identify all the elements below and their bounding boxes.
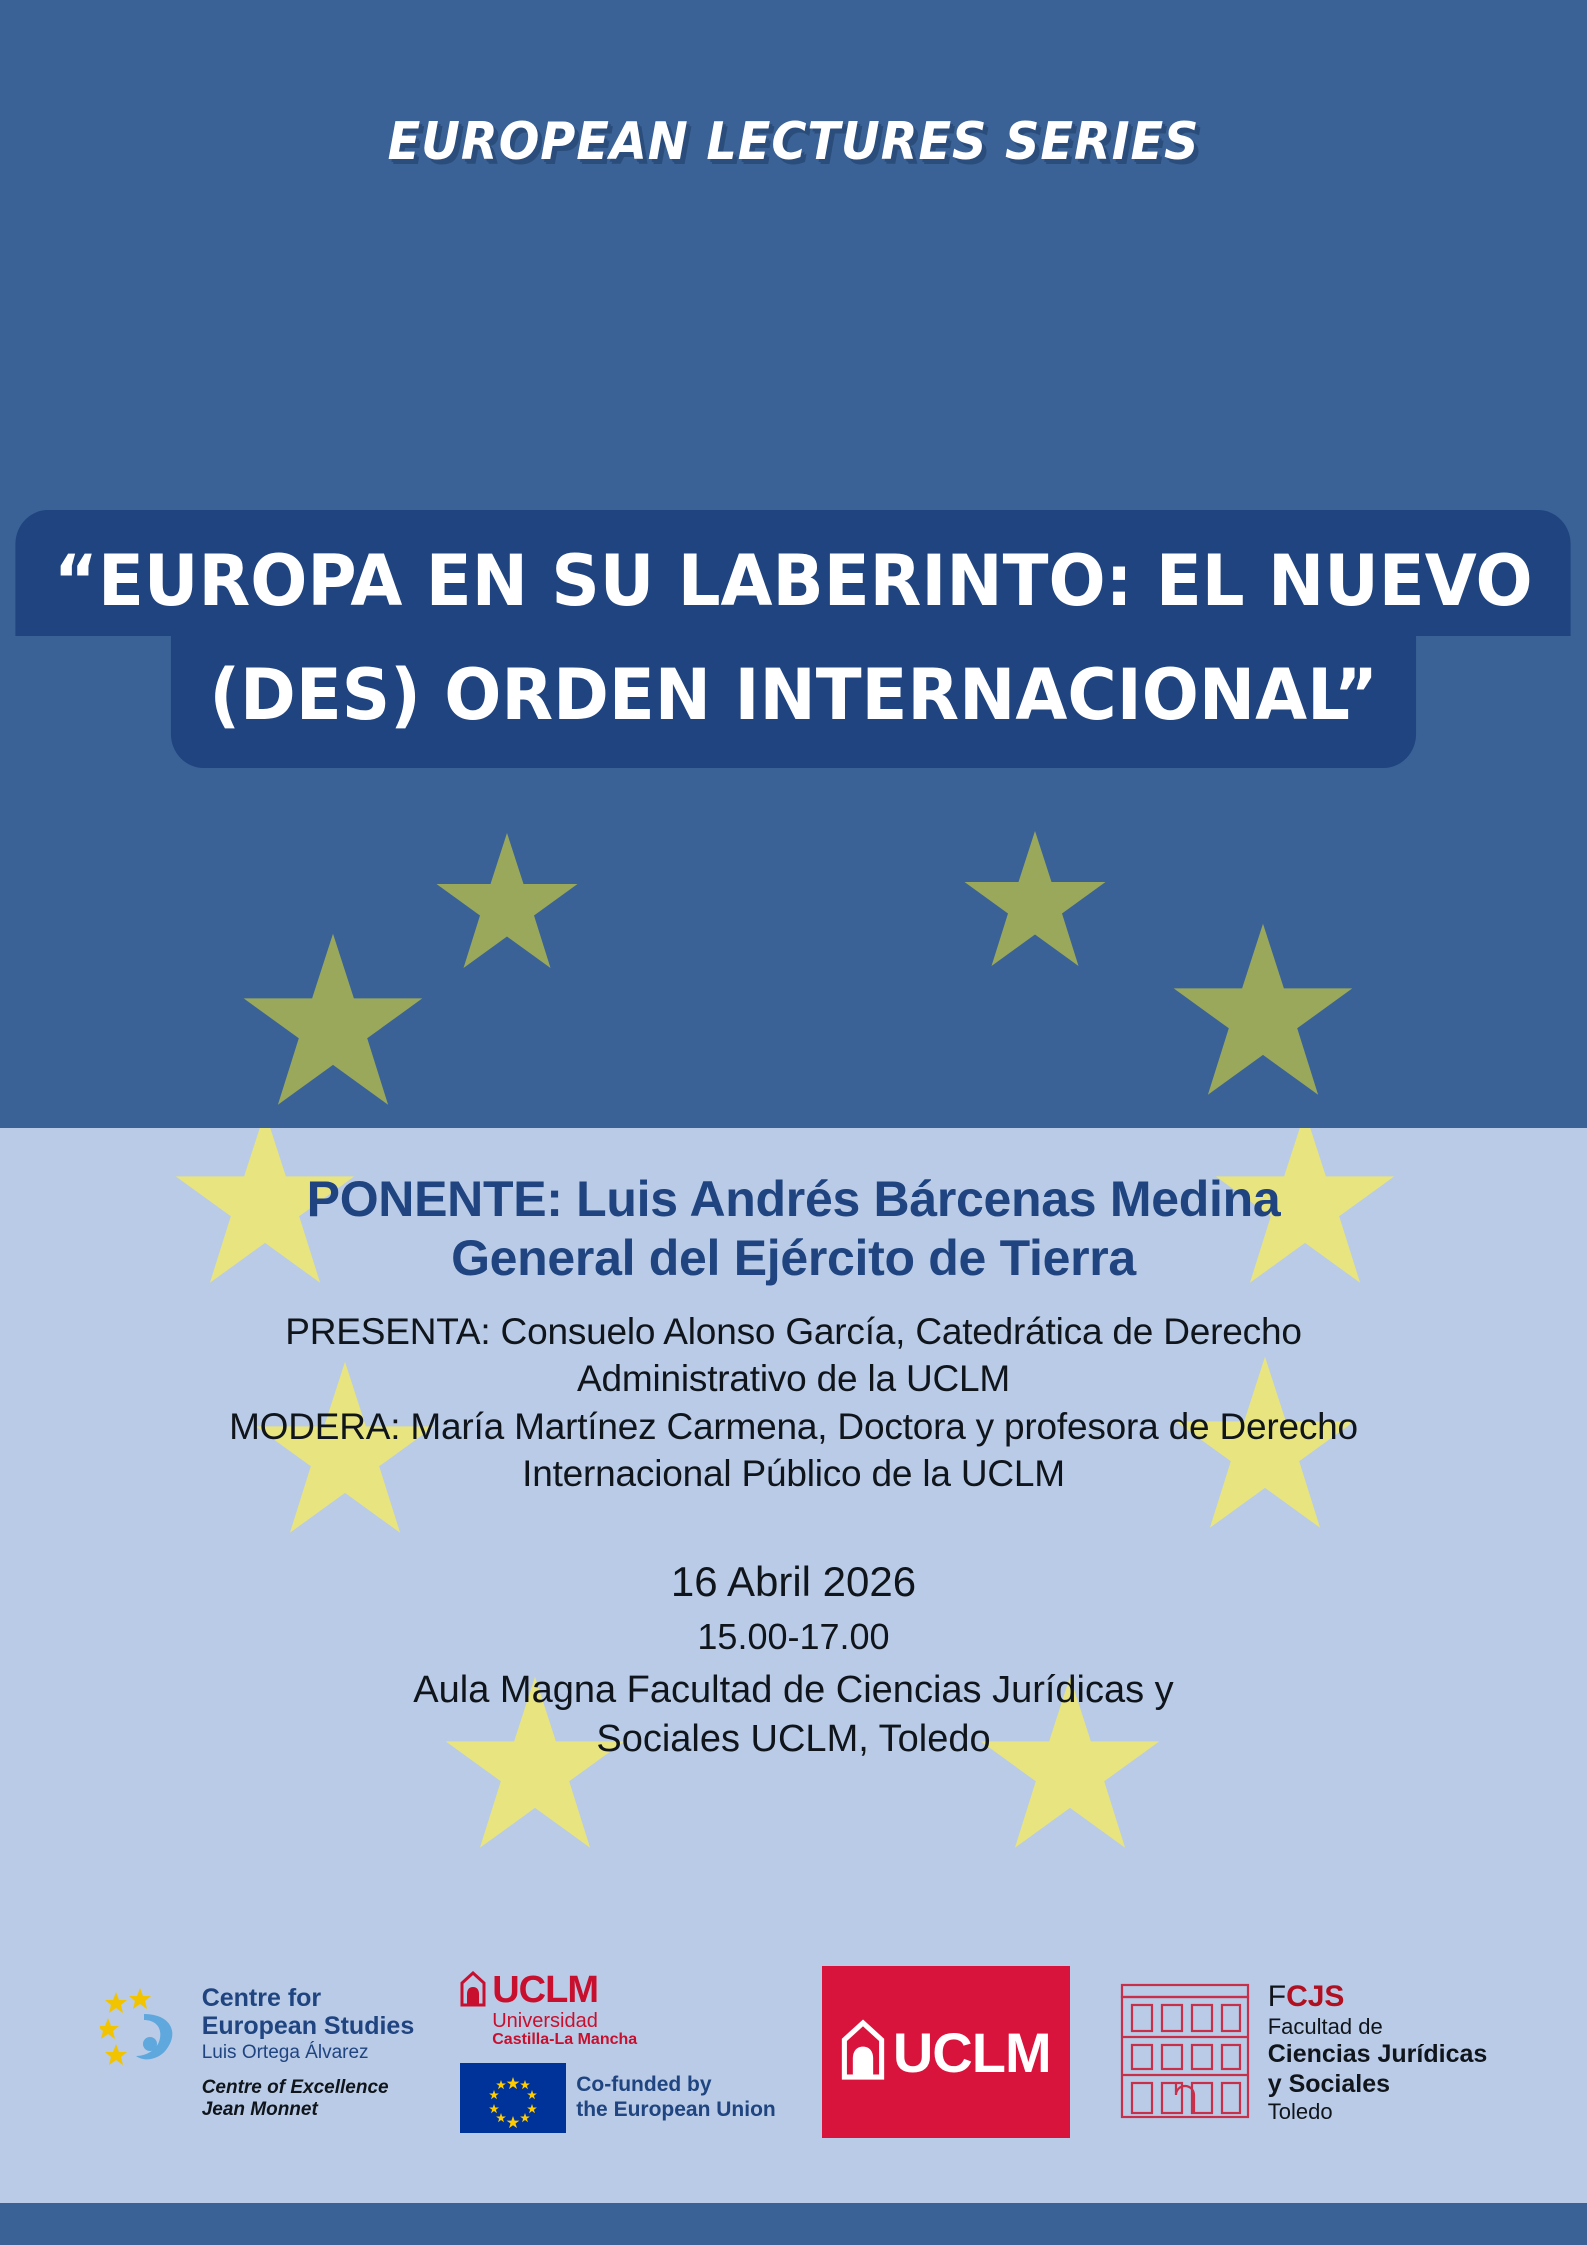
logo-uclm-eu-group bbox=[460, 1971, 776, 2133]
uclm-arch-icon bbox=[460, 1971, 486, 2012]
series-title: EUROPEAN LECTURES SERIES bbox=[387, 112, 1200, 172]
eu-star-icon bbox=[432, 830, 582, 980]
lecture-title-line-1: “EUROPA EN SU LABERINTO: EL NUEVO bbox=[16, 510, 1572, 636]
fcjs-line-3: Ciencias Jurídicas bbox=[1267, 2040, 1488, 2069]
moderator-line-1: MODERA: María Martínez Carmena, Doctora y profesora de Derecho bbox=[229, 1405, 1358, 1447]
uclm-small-sub1: Universidad bbox=[492, 2010, 598, 2033]
lecture-title-line-2: (DES) ORDEN INTERNACIONAL” bbox=[171, 636, 1416, 768]
event-venue-line-1: Aula Magna Facultad de Ciencias Jurídicas y bbox=[413, 1669, 1174, 1712]
presenter-line-1: PRESENTA: Consuelo Alonso García, Catedrática de Derecho bbox=[285, 1311, 1302, 1352]
uclm-small-word: UCLM bbox=[492, 1969, 598, 2012]
ces-line-4: Centre of Excellence bbox=[201, 2076, 389, 2098]
bottom-bar bbox=[0, 2203, 1587, 2245]
eu-cofunded-line-2: the European Union bbox=[576, 2097, 776, 2121]
logo-fcjs bbox=[1116, 1975, 1488, 2130]
event-date: 16 Abril 2026 bbox=[670, 1558, 917, 1606]
fcjs-line-5: Toledo bbox=[1267, 2099, 1333, 2125]
ces-line-2: European Studies bbox=[201, 2011, 415, 2040]
uclm-arch-icon bbox=[841, 2019, 885, 2086]
eu-star-icon bbox=[960, 828, 1110, 978]
eu-cofunded-line-1: Co-funded by bbox=[576, 2073, 712, 2097]
building-facade-icon bbox=[1116, 1975, 1254, 2130]
ces-line-5: Jean Monnet bbox=[201, 2098, 318, 2120]
eu-flag-icon bbox=[460, 2063, 566, 2133]
logo-uclm-large bbox=[822, 1966, 1070, 2138]
eu-stars-swirl-icon bbox=[100, 1984, 192, 2089]
event-time: 15.00-17.00 bbox=[697, 1616, 890, 1658]
eu-star-icon bbox=[238, 930, 428, 1120]
logo-row bbox=[0, 1937, 1587, 2167]
speaker-role: General del Ejército de Tierra bbox=[451, 1230, 1136, 1286]
fcjs-line-2: Facultad de bbox=[1267, 2014, 1383, 2040]
event-venue-line-2: Sociales UCLM, Toledo bbox=[596, 1718, 991, 1761]
fcjs-letters-cjs: CJS bbox=[1286, 1979, 1345, 2013]
eu-star-icon bbox=[1168, 920, 1358, 1110]
presenter-line-2: Administrativo de la UCLM bbox=[577, 1358, 1010, 1400]
logo-uclm-small bbox=[460, 1971, 637, 2049]
ces-line-1: Centre for bbox=[201, 1983, 322, 2012]
lecture-title bbox=[0, 510, 1587, 768]
fcjs-line-4: y Sociales bbox=[1267, 2069, 1391, 2098]
uclm-large-word: UCLM bbox=[892, 2020, 1051, 2084]
uclm-small-sub2: Castilla-La Mancha bbox=[492, 2031, 638, 2049]
event-details bbox=[0, 1128, 1587, 1765]
logo-centre-european-studies bbox=[100, 1984, 415, 2121]
speaker-name: PONENTE: Luis Andrés Bárcenas Medina bbox=[306, 1171, 1281, 1227]
fcjs-letter-f: F bbox=[1267, 1979, 1287, 2013]
logo-eu-cofunded bbox=[460, 2063, 776, 2133]
moderator-line-2: Internacional Público de la UCLM bbox=[522, 1453, 1065, 1495]
ces-line-3: Luis Ortega Álvarez bbox=[201, 2041, 369, 2063]
